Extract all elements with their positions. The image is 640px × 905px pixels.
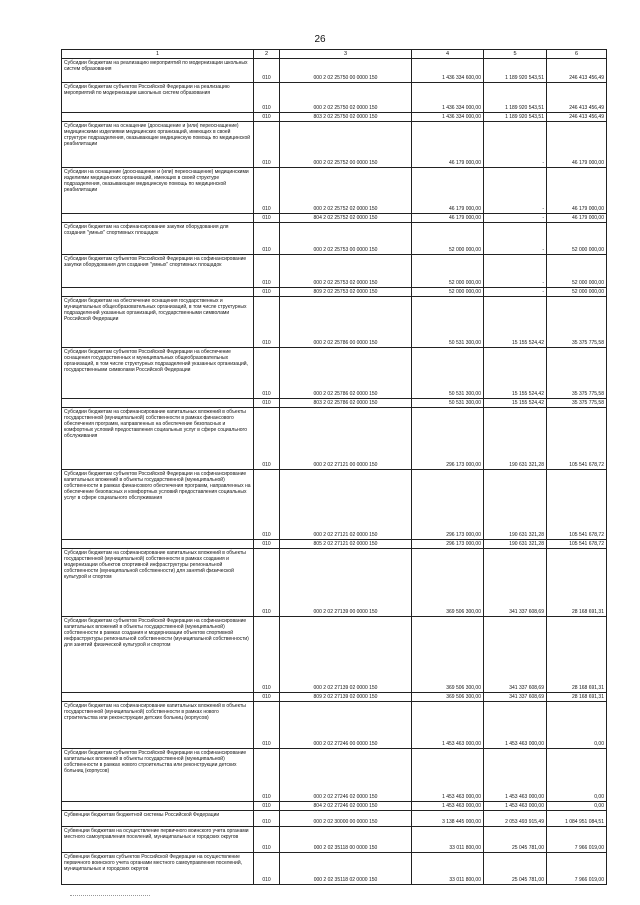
cell-executed-amount: 190 631 321,28 [484, 470, 547, 540]
budget-table [61, 49, 607, 885]
cell-unexecuted-amount: 35 375 775,58 [547, 348, 607, 399]
cell-budget-code: 000 2 02 27121 00 0000 150 [280, 408, 412, 470]
cell-executed-amount: 1 189 920 543,51 [484, 59, 547, 83]
cell-description [62, 214, 254, 223]
table-subrow [62, 214, 607, 223]
cell-budget-code: 000 2 02 25753 00 0000 150 [280, 223, 412, 255]
cell-approved-amount: 33 011 800,00 [412, 827, 484, 853]
table-row [62, 470, 607, 540]
cell-unexecuted-amount: 46 179 000,00 [547, 122, 607, 168]
cell-approved-amount: 369 506 300,00 [412, 693, 484, 702]
cell-executed-amount: 25 045 781,00 [484, 853, 547, 885]
cell-approved-amount: 1 436 334 600,00 [412, 59, 484, 83]
column-header: 5 [484, 50, 547, 59]
cell-unexecuted-amount: 105 541 678,72 [547, 408, 607, 470]
cell-approved-amount: 52 000 000,00 [412, 255, 484, 288]
cell-description: Субвенции бюджетам субъектов Российской Федерации на осуществление первичного воинского учета органами местного самоуправления поселений, муниципальных и городских округов [62, 853, 254, 885]
table-row [62, 811, 607, 827]
cell-approved-amount: 46 179 000,00 [412, 214, 484, 223]
column-header: 1 [62, 50, 254, 59]
cell-approved-amount: 1 436 334 000,00 [412, 83, 484, 113]
cell-approved-amount: 296 173 000,00 [412, 540, 484, 549]
cell-description: Субсидии бюджетам на софинансирование закупки оборудования для создания "умных" спортивных площадок [62, 223, 254, 255]
cell-unexecuted-amount: 246 413 456,49 [547, 59, 607, 83]
cell-unexecuted-amount: 7 966 019,00 [547, 827, 607, 853]
table-row [62, 617, 607, 693]
column-header: 4 [412, 50, 484, 59]
cell-unexecuted-amount: 0,00 [547, 802, 607, 811]
cell-description [62, 399, 254, 408]
cell-approved-amount: 1 453 463 000,00 [412, 702, 484, 749]
cell-description: Субсидии на оснащение (дооснащение и (или) переоснащение) медицинскими изделиями медицинских организаций, имеющих в своей структуре подразделения, оказывающие медицинскую помощь по медицинской реабилитации [62, 168, 254, 214]
cell-line-code: 010 [254, 399, 280, 408]
cell-budget-code: 803 2 02 25786 02 0000 150 [280, 399, 412, 408]
cell-budget-code: 000 2 02 27246 02 0000 150 [280, 749, 412, 802]
cell-line-code: 010 [254, 617, 280, 693]
cell-line-code: 010 [254, 540, 280, 549]
cell-description [62, 540, 254, 549]
cell-line-code: 010 [254, 113, 280, 122]
cell-unexecuted-amount: 52 000 000,00 [547, 288, 607, 297]
cell-approved-amount: 50 531 300,00 [412, 297, 484, 348]
cell-approved-amount: 46 179 000,00 [412, 122, 484, 168]
table-row [62, 549, 607, 617]
cell-executed-amount: - [484, 223, 547, 255]
cell-approved-amount: 369 506 300,00 [412, 617, 484, 693]
cell-line-code: 010 [254, 549, 280, 617]
cell-description: Субсидии бюджетам субъектов Российской Федерации на софинансирование капитальных вложений в объекты государственной (муниципальной) собственности в рамках нового строительства или реконструкции детских больниц (корпусов) [62, 749, 254, 802]
cell-budget-code: 000 2 02 25752 00 0000 150 [280, 122, 412, 168]
table-row [62, 168, 607, 214]
cell-unexecuted-amount: 28 168 691,31 [547, 549, 607, 617]
cell-description: Субсидии бюджетам субъектов Российской Федерации на реализацию мероприятий по модернизации школьных систем образования [62, 83, 254, 113]
cell-line-code: 010 [254, 348, 280, 399]
cell-description [62, 288, 254, 297]
cell-line-code: 010 [254, 122, 280, 168]
cell-executed-amount: - [484, 255, 547, 288]
cell-approved-amount: 1 453 463 000,00 [412, 749, 484, 802]
cell-executed-amount: 1 189 920 543,51 [484, 83, 547, 113]
cell-executed-amount: 1 453 463 000,00 [484, 702, 547, 749]
table-row [62, 408, 607, 470]
cell-description: Субсидии бюджетам субъектов Российской Федерации на обеспечение оснащения государственных и муниципальных общеобразовательных организаций, в том числе структурных подразделений указанных организаций, государственными символами Российской Федерации [62, 348, 254, 399]
table-subrow [62, 288, 607, 297]
cell-budget-code: 000 2 02 25753 02 0000 150 [280, 255, 412, 288]
cell-description: Субсидии бюджетам на софинансирование капитальных вложений в объекты государственной (муниципальной) собственности в рамках создания и модернизации объектов спортивной инфраструктуры региональной собственности (муниципальной собственности) для занятий физической культурой и спортом [62, 549, 254, 617]
cell-line-code: 010 [254, 470, 280, 540]
cell-unexecuted-amount: 0,00 [547, 702, 607, 749]
cell-executed-amount: 2 053 493 915,49 [484, 811, 547, 827]
cell-description: Субсидии бюджетам на софинансирование капитальных вложений в объекты государственной (муниципальной) собственности в рамках финансового обеспечения программ, направленных на обеспечение безопасных и комфортных условий предоставления социальных услуг в сфере социального обслуживания [62, 408, 254, 470]
cell-executed-amount: - [484, 168, 547, 214]
table-subrow [62, 399, 607, 408]
cell-approved-amount: 50 531 300,00 [412, 348, 484, 399]
cell-unexecuted-amount: 52 000 000,00 [547, 255, 607, 288]
table-row [62, 749, 607, 802]
cell-unexecuted-amount: 28 168 691,31 [547, 693, 607, 702]
cell-line-code: 010 [254, 702, 280, 749]
cell-budget-code: 000 2 02 25750 02 0000 150 [280, 83, 412, 113]
cell-line-code: 010 [254, 811, 280, 827]
cell-line-code: 010 [254, 802, 280, 811]
cell-executed-amount: 1 453 463 000,00 [484, 802, 547, 811]
cell-unexecuted-amount: 46 179 000,00 [547, 168, 607, 214]
cell-budget-code: 000 2 02 25786 00 0000 150 [280, 297, 412, 348]
cell-approved-amount: 52 000 000,00 [412, 288, 484, 297]
table-row [62, 223, 607, 255]
column-header: 3 [280, 50, 412, 59]
cell-unexecuted-amount: 105 541 678,72 [547, 540, 607, 549]
cell-budget-code: 804 2 02 25752 02 0000 150 [280, 214, 412, 223]
cell-line-code: 010 [254, 255, 280, 288]
cell-budget-code: 000 2 02 27121 02 0000 150 [280, 470, 412, 540]
cell-unexecuted-amount: 246 413 456,49 [547, 83, 607, 113]
cell-description [62, 113, 254, 122]
cell-description: Субсидии бюджетам на реализацию мероприятий по модернизации школьных систем образования [62, 59, 254, 83]
cell-line-code: 010 [254, 168, 280, 214]
cell-executed-amount: 190 631 321,28 [484, 408, 547, 470]
table-row [62, 827, 607, 853]
cell-unexecuted-amount: 105 541 678,72 [547, 470, 607, 540]
cell-budget-code: 000 2 02 30000 00 0000 150 [280, 811, 412, 827]
cell-unexecuted-amount: 35 375 775,58 [547, 399, 607, 408]
cell-budget-code: 809 2 02 27139 02 0000 150 [280, 693, 412, 702]
cell-executed-amount: 15 155 524,42 [484, 348, 547, 399]
cell-unexecuted-amount: 35 375 775,58 [547, 297, 607, 348]
cell-unexecuted-amount: 0,00 [547, 749, 607, 802]
table-subrow [62, 802, 607, 811]
cell-unexecuted-amount: 28 168 691,31 [547, 617, 607, 693]
cell-line-code: 010 [254, 853, 280, 885]
cell-approved-amount: 1 453 463 000,00 [412, 802, 484, 811]
cell-line-code: 010 [254, 288, 280, 297]
cell-description: Субсидии бюджетам на софинансирование капитальных вложений в объекты государственной (муниципальной) собственности в рамках нового строительства или реконструкции детских больниц (корпусов) [62, 702, 254, 749]
cell-approved-amount: 1 436 334 000,00 [412, 113, 484, 122]
cell-line-code: 010 [254, 223, 280, 255]
cell-approved-amount: 3 138 445 000,00 [412, 811, 484, 827]
table-row [62, 122, 607, 168]
cell-executed-amount: 25 045 781,00 [484, 827, 547, 853]
footer-divider [70, 895, 150, 896]
table-row [62, 255, 607, 288]
table-row [62, 702, 607, 749]
cell-description: Субвенции бюджетам бюджетной системы Российской Федерации [62, 811, 254, 827]
cell-line-code: 010 [254, 214, 280, 223]
cell-budget-code: 803 2 02 25750 02 0000 150 [280, 113, 412, 122]
cell-budget-code: 000 2 02 25752 02 0000 150 [280, 168, 412, 214]
cell-budget-code: 000 2 02 27139 00 0000 150 [280, 549, 412, 617]
cell-executed-amount: 15 155 524,42 [484, 399, 547, 408]
table-subrow [62, 540, 607, 549]
table-subrow [62, 693, 607, 702]
cell-executed-amount: 190 631 321,28 [484, 540, 547, 549]
cell-budget-code: 000 2 02 35118 02 0000 150 [280, 853, 412, 885]
cell-approved-amount: 296 173 000,00 [412, 470, 484, 540]
cell-executed-amount: 341 337 608,69 [484, 693, 547, 702]
cell-description: Субсидии бюджетам субъектов Российской Федерации на софинансирование закупки оборудования для создания "умных" спортивных площадок [62, 255, 254, 288]
cell-description: Субсидии бюджетам на оснащение (дооснащение и (или) переоснащение) медицинскими изделиями медицинских организаций, имеющих в своей структуре подразделения, оказывающие медицинскую помощь по медицинской реабилитации [62, 122, 254, 168]
cell-description [62, 693, 254, 702]
cell-approved-amount: 296 173 000,00 [412, 408, 484, 470]
cell-executed-amount: 341 337 608,69 [484, 617, 547, 693]
column-header: 2 [254, 50, 280, 59]
table-row [62, 853, 607, 885]
cell-executed-amount: 1 453 463 000,00 [484, 749, 547, 802]
cell-line-code: 010 [254, 83, 280, 113]
cell-description [62, 802, 254, 811]
cell-line-code: 010 [254, 749, 280, 802]
page-number: 26 [314, 34, 326, 45]
cell-budget-code: 809 2 02 25753 02 0000 150 [280, 288, 412, 297]
table-row [62, 83, 607, 113]
cell-budget-code: 000 2 02 27246 00 0000 150 [280, 702, 412, 749]
cell-line-code: 010 [254, 59, 280, 83]
column-header: 6 [547, 50, 607, 59]
cell-budget-code: 000 2 02 25750 00 0000 150 [280, 59, 412, 83]
cell-executed-amount: 1 189 920 543,51 [484, 113, 547, 122]
cell-executed-amount: - [484, 122, 547, 168]
cell-executed-amount: 15 155 524,42 [484, 297, 547, 348]
cell-approved-amount: 369 506 300,00 [412, 549, 484, 617]
cell-description: Субсидии бюджетам на обеспечение оснащения государственных и муниципальных общеобразовательных организаций, в том числе структурных подразделений указанных организаций, государственными символами Российской Федерации [62, 297, 254, 348]
cell-executed-amount: - [484, 214, 547, 223]
table-subrow [62, 113, 607, 122]
table-row [62, 297, 607, 348]
cell-executed-amount: - [484, 288, 547, 297]
cell-description: Субсидии бюджетам субъектов Российской Федерации на софинансирование капитальных вложений в объекты государственной (муниципальной) собственности в рамках создания и модернизации объектов спортивной инфраструктуры региональной собственности (муниципальной собственности) для занятий физической культурой и спортом [62, 617, 254, 693]
cell-unexecuted-amount: 52 000 000,00 [547, 223, 607, 255]
cell-approved-amount: 52 000 000,00 [412, 223, 484, 255]
cell-executed-amount: 341 337 608,69 [484, 549, 547, 617]
cell-line-code: 010 [254, 693, 280, 702]
cell-approved-amount: 50 531 300,00 [412, 399, 484, 408]
cell-line-code: 010 [254, 827, 280, 853]
cell-budget-code: 000 2 02 27139 02 0000 150 [280, 617, 412, 693]
cell-unexecuted-amount: 246 413 456,49 [547, 113, 607, 122]
cell-approved-amount: 46 179 000,00 [412, 168, 484, 214]
table-row [62, 348, 607, 399]
table-header-row [62, 50, 607, 59]
cell-unexecuted-amount: 7 966 019,00 [547, 853, 607, 885]
cell-line-code: 010 [254, 408, 280, 470]
cell-unexecuted-amount: 1 084 951 084,51 [547, 811, 607, 827]
cell-approved-amount: 33 011 800,00 [412, 853, 484, 885]
table-row [62, 59, 607, 83]
cell-description: Субсидии бюджетам субъектов Российской Федерации на софинансирование капитальных вложений в объекты государственной (муниципальной) собственности в рамках финансового обеспечения программ, направленных на обеспечение безопасных и комфортных условий предоставления социальных услуг в сфере социального обслуживания [62, 470, 254, 540]
cell-budget-code: 804 2 02 27246 02 0000 150 [280, 802, 412, 811]
cell-budget-code: 000 2 02 35118 00 0000 150 [280, 827, 412, 853]
cell-budget-code: 000 2 02 25786 02 0000 150 [280, 348, 412, 399]
cell-description: Субвенции бюджетам на осуществление первичного воинского учета органами местного самоуправления поселений, муниципальных и городских округов [62, 827, 254, 853]
cell-budget-code: 805 2 02 27121 02 0000 150 [280, 540, 412, 549]
cell-line-code: 010 [254, 297, 280, 348]
cell-unexecuted-amount: 46 179 000,00 [547, 214, 607, 223]
